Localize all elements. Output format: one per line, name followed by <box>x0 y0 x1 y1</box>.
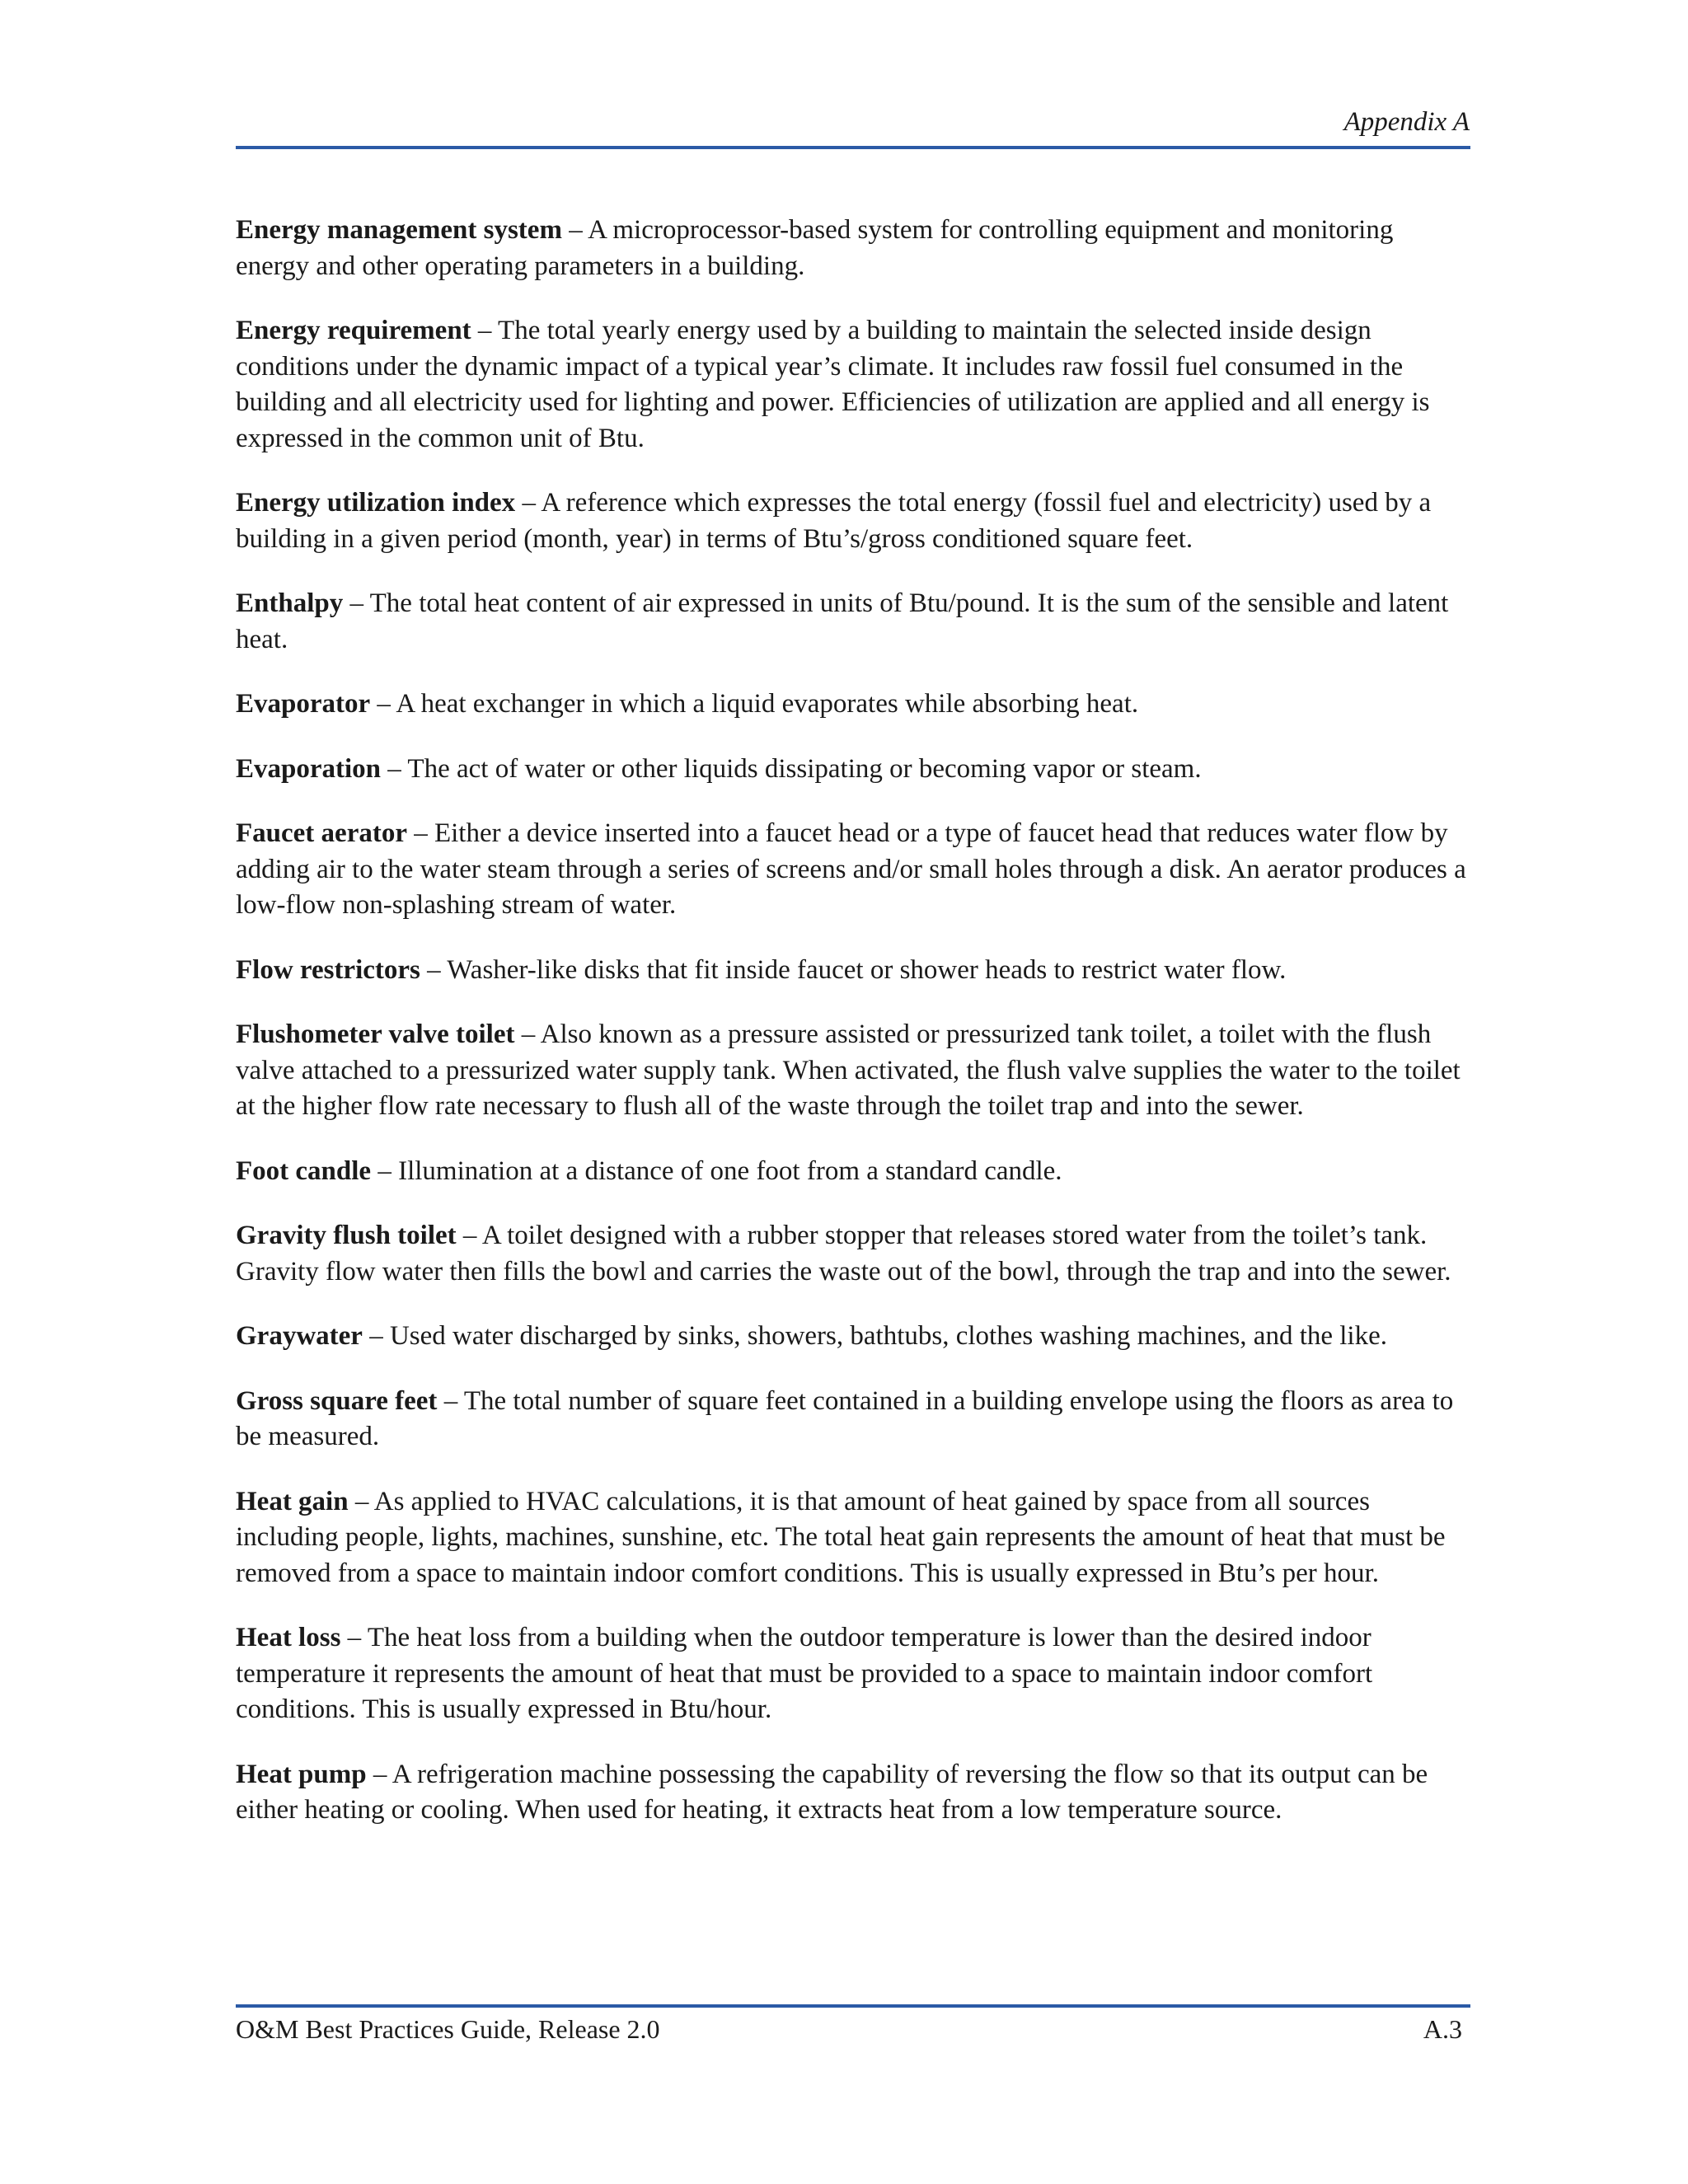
entry-term: Flow restrictors <box>236 954 420 985</box>
entry-definition: – A microprocessor-based system for controlling equipment and monitoring energy and other operating parameters in a building. <box>236 215 1394 281</box>
entry-term: Evaporation <box>236 753 382 784</box>
entry-definition: – The total heat content of air expressed in units of Btu/pound. It is the sum of the sensible and latent heat. <box>236 588 1449 654</box>
entry-term: Evaporator <box>236 689 371 719</box>
entry-definition: – The act of water or other liquids dissipating or becoming vapor or steam. <box>381 753 1202 784</box>
glossary-entry <box>236 953 1468 989</box>
entry-definition: – Either a device inserted into a faucet head or a type of faucet head that reduces water flow by adding air to the water steam through a series of screens and/or small holes through a disk. An aerator produces a low-flow non-splashing stream of water. <box>236 818 1466 920</box>
entry-term: Energy management system <box>236 215 562 245</box>
glossary-entry <box>236 1218 1468 1290</box>
glossary-entry <box>236 213 1468 284</box>
footer-publication: O&M Best Practices Guide, Release 2.0 <box>236 2014 660 2044</box>
entry-definition: – Used water discharged by sinks, showers, bathtubs, clothes washing machines, and the like. <box>362 1321 1387 1351</box>
entry-term: Gravity flush toilet <box>236 1221 457 1250</box>
glossary-entry <box>236 687 1468 723</box>
entry-term: Faucet aerator <box>236 818 407 848</box>
glossary-entry <box>236 1484 1468 1592</box>
glossary-entry <box>236 586 1468 658</box>
glossary-entry <box>236 752 1468 788</box>
entry-term: Energy utilization index <box>236 488 516 518</box>
entry-term: Graywater <box>236 1321 363 1351</box>
glossary-entry <box>236 1620 1468 1728</box>
glossary-entry <box>236 1319 1468 1355</box>
entry-definition: – A heat exchanger in which a liquid evaporates while absorbing heat. <box>370 689 1139 719</box>
entry-term: Heat gain <box>236 1486 349 1516</box>
glossary-entry <box>236 816 1468 924</box>
glossary-entry <box>236 1384 1468 1455</box>
running-head: Appendix A <box>1343 107 1470 137</box>
page-number: A.3 <box>1423 2014 1462 2044</box>
entry-term: Flushometer valve toilet <box>236 1019 515 1049</box>
entry-definition: – The total yearly energy used by a building to maintain the selected inside design conditions under the dynamic impact of a typical year’s climate. It includes raw fossil fuel consumed in the building and all electricity used for lighting and power. Efficiencies of utilization are applied and all energy is expressed in the common unit of Btu. <box>236 316 1430 453</box>
entry-definition: – The heat loss from a building when the outdoor temperature is lower than the desired indoor temperature it represents the amount of heat that must be provided to a space to maintain indoor comfort conditions. This is usually expressed in Btu/hour. <box>236 1623 1373 1724</box>
entry-definition: – The total number of square feet contained in a building envelope using the floors as area to be measured. <box>236 1385 1454 1451</box>
header-rule <box>236 146 1470 149</box>
entry-term: Enthalpy <box>236 588 344 618</box>
entry-term: Foot candle <box>236 1155 372 1186</box>
entry-term: Heat loss <box>236 1623 341 1652</box>
entry-definition: – A refrigeration machine possessing the capability of reversing the flow so that its output can be either heating or cooling. When used for heating, it extracts heat from a low temperature source. <box>236 1759 1428 1825</box>
entry-definition: – Illumination at a distance of one foot from a standard candle. <box>371 1155 1062 1186</box>
footer-rule <box>236 2004 1470 2008</box>
entry-definition: – Washer-like disks that fit inside faucet or shower heads to restrict water flow. <box>420 954 1287 985</box>
glossary-entry <box>236 1017 1468 1125</box>
entry-definition: – Also known as a pressure assisted or pressurized tank toilet, a toilet with the flush valve attached to a pressurized water supply tank. When activated, the flush valve supplies the water to the toilet at the higher flow rate necessary to flush all of the waste through the toilet trap and into the sewer. <box>236 1019 1461 1121</box>
glossary-entries <box>236 213 1468 1858</box>
entry-definition: – As applied to HVAC calculations, it is that amount of heat gained by space from all sources including people, lights, machines, sunshine, etc. The total heat gain represents the amount of heat that must be removed from a space to maintain indoor comfort conditions. This is usually expressed in Btu’s per hour. <box>236 1486 1446 1588</box>
glossary-entry <box>236 485 1468 557</box>
entry-term: Energy requirement <box>236 316 471 345</box>
glossary-entry <box>236 1154 1468 1190</box>
entry-term: Gross square feet <box>236 1385 438 1416</box>
glossary-entry <box>236 1757 1468 1829</box>
entry-term: Heat pump <box>236 1759 367 1789</box>
entry-definition: – A reference which expresses the total energy (fossil fuel and electricity) used by a building in a given period (month, year) in terms of Btu’s/gross conditioned square feet. <box>236 488 1432 554</box>
glossary-entry <box>236 313 1468 457</box>
entry-definition: – A toilet designed with a rubber stopper that releases stored water from the toilet’s tank. Gravity flow water then fills the bowl and carries the waste out of the bowl, through the trap and into the sewer. <box>236 1221 1451 1286</box>
